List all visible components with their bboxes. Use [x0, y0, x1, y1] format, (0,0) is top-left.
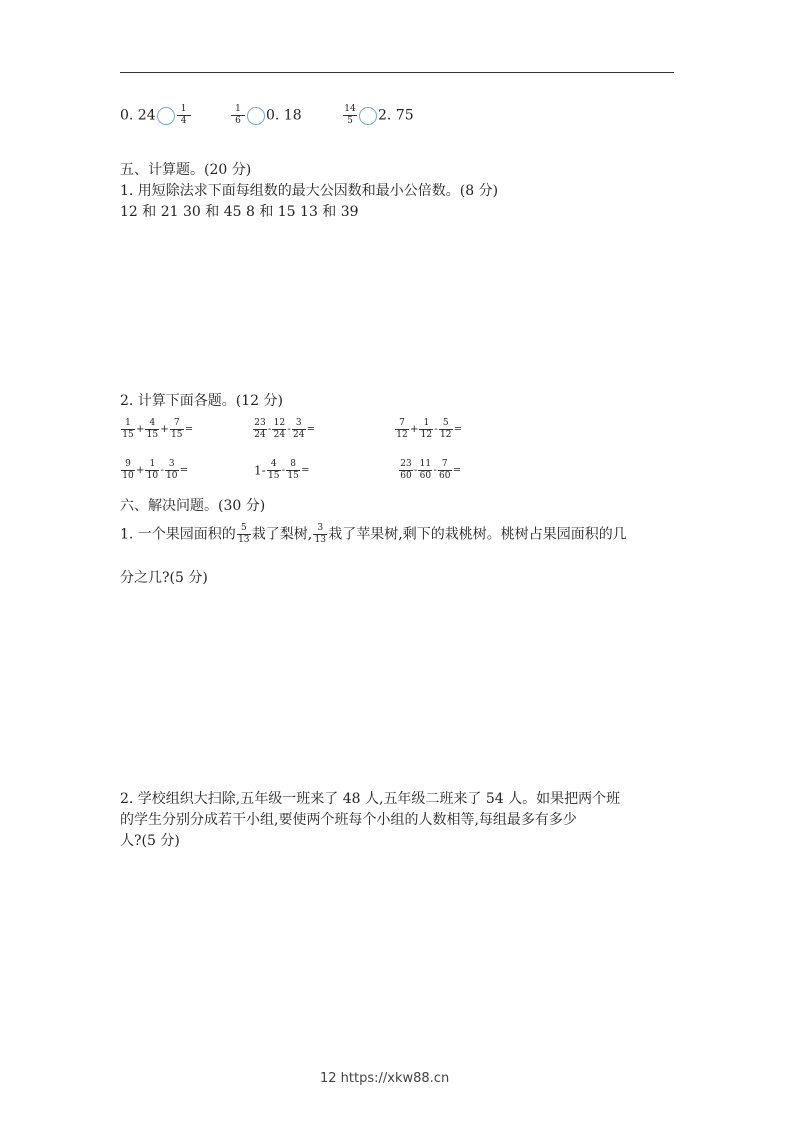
page-footer: 12 https://xkw88.cn	[320, 1071, 450, 1086]
fraction: $\frac{1}{4}$	[177, 104, 191, 127]
expression: 1- $\frac{4}{15}$ - $\frac{8}{15}$ =	[254, 459, 310, 481]
section-5-q2-title: 2. 计算下面各题。(12 分)	[120, 393, 283, 409]
answer-circle[interactable]	[359, 107, 377, 125]
decimal-value: 0. 24	[120, 107, 156, 124]
section-6-q2-line1: 2. 学校组织大扫除,五年级一班来了 48 人,五年级二班来了 54 人。如果把两个班	[120, 791, 621, 807]
section-6-q1-line1: 1. 一个果园面积的 $\frac{5}{13}$ 栽了梨树, $\frac{3}{13}$ 栽了苹果树,剩下的栽桃树。桃树占果园面积的几	[120, 523, 627, 545]
answer-circle[interactable]	[157, 107, 175, 125]
section-6-q1-line2: 分之几?(5 分)	[120, 570, 208, 586]
compare-item-3	[342, 104, 414, 127]
section-5-q1-pairs: 12 和 21 30 和 45 8 和 15 13 和 39	[120, 204, 359, 220]
compare-item-1	[120, 104, 192, 127]
answer-circle[interactable]	[247, 107, 265, 125]
expression: $\frac{23}{24}$ - $\frac{12}{24}$ - $\frac{3}{24}$ =	[254, 418, 316, 440]
decimal-value: 0. 18	[266, 107, 302, 124]
decimal-value: 2. 75	[378, 107, 414, 124]
section-6-q2-line3: 人?(5 分)	[120, 833, 180, 849]
section-6-q2-line2: 的学生分别分成若干小组,要使两个班每个小组的人数相等,每组最多有多少	[120, 812, 577, 828]
expression: $\frac{1}{15}$ + $\frac{4}{15}$ + $\frac{7}{15}$ =	[122, 418, 194, 440]
expression: $\frac{23}{60}$ - $\frac{11}{60}$ - $\frac{7}{60}$ =	[400, 459, 462, 481]
top-rule	[120, 72, 674, 73]
fraction: $\frac{14}{5}$	[344, 104, 356, 126]
section-5-q1-title: 1. 用短除法求下面每组数的最大公因数和最小公倍数。(8 分)	[120, 183, 499, 199]
expression: $\frac{7}{12}$ + $\frac{1}{12}$ - $\frac{5}{12}$ =	[396, 418, 463, 440]
compare-item-2	[230, 104, 302, 127]
fraction: $\frac{1}{6}$	[231, 104, 245, 127]
expression: $\frac{9}{10}$ + $\frac{1}{10}$ - $\frac{3}{10}$ =	[122, 459, 189, 481]
section-6-title: 六、解决问题。(30 分)	[120, 498, 266, 514]
section-5-title: 五、计算题。(20 分)	[120, 162, 252, 178]
